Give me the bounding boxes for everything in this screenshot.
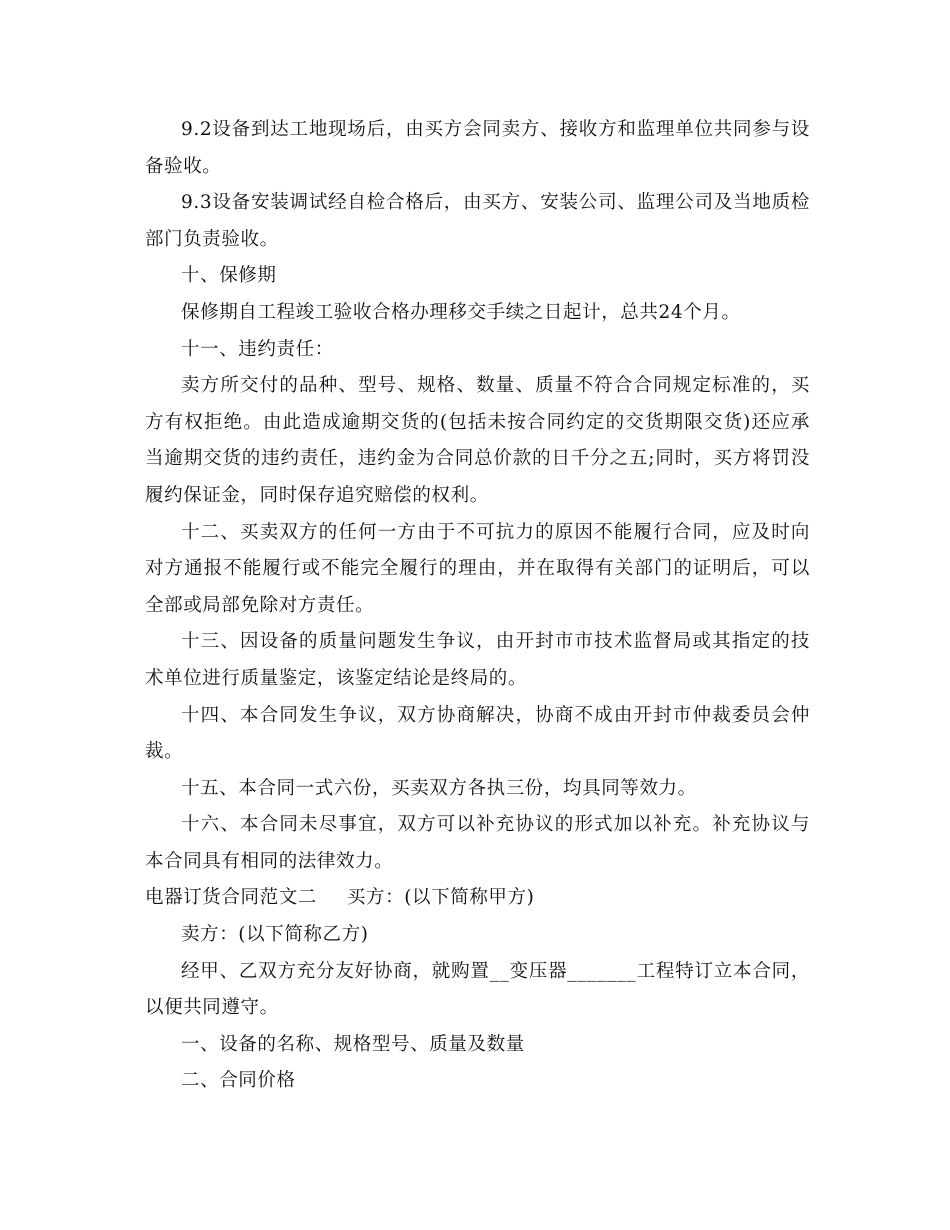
clause-12: 十二、买卖双方的任何一方由于不可抗力的原因不能履行合同，应及时向对方通报不能履行或不能完全履行的理由，并在取得有关部门的证明后，可以全部或局部免除对方责任。 — [145, 521, 810, 616]
seller-line: 卖方：(以下简称乙方) — [181, 924, 369, 946]
clause-9-3: 9.3设备安装调试经自检合格后，由买方、安装公司、监理公司及当地质检部门负责验收。 — [145, 192, 810, 250]
section-header-line — [145, 880, 810, 917]
preamble: 经甲、乙双方充分友好协商，就购置__变压器_______工程特订立本合同，以便共同遵守。 — [145, 960, 810, 1019]
heading-liability: 十一、违约责任： — [181, 338, 334, 360]
warranty-text: 保修期自工程竣工验收合格办理移交手续之日起计，总共24个月。 — [181, 301, 741, 323]
heading-equipment: 一、设备的名称、规格型号、质量及数量 — [181, 1033, 525, 1055]
clause-9-2: 9.2设备到达工地现场后，由买方会同卖方、接收方和监理单位共同参与设备验收。 — [145, 119, 810, 177]
buyer-line: 买方：(以下简称甲方) — [346, 887, 535, 909]
document-body — [145, 112, 810, 1100]
clause-14: 十四、本合同发生争议，双方协商解决，协商不成由开封市仲裁委员会仲裁。 — [145, 704, 810, 763]
liability-text: 卖方所交付的品种、型号、规格、数量、质量不符合合同规定标准的，买方有权拒绝。由此造成逾期交货的(包括未按合同约定的交货期限交货)还应承当逾期交货的违约责任，违约金为合同总价款的日千分之五;同时，买方将罚没履约保证金，同时保存追究赔偿的权利。 — [145, 375, 810, 506]
heading-price: 二、合同价格 — [181, 1070, 296, 1092]
clause-13: 十三、因设备的质量问题发生争议，由开封市市技术监督局或其指定的技术单位进行质量鉴定，该鉴定结论是终局的。 — [145, 631, 810, 689]
heading-warranty: 十、保修期 — [181, 265, 277, 287]
section-title: 电器订货合同范文二 — [145, 887, 317, 909]
clause-15: 十五、本合同一式六份，买卖双方各执三份，均具同等效力。 — [181, 777, 697, 799]
clause-16: 十六、本合同未尽事宜，双方可以补充协议的形式加以补充。补充协议与本合同具有相同的法律效力。 — [145, 814, 810, 872]
